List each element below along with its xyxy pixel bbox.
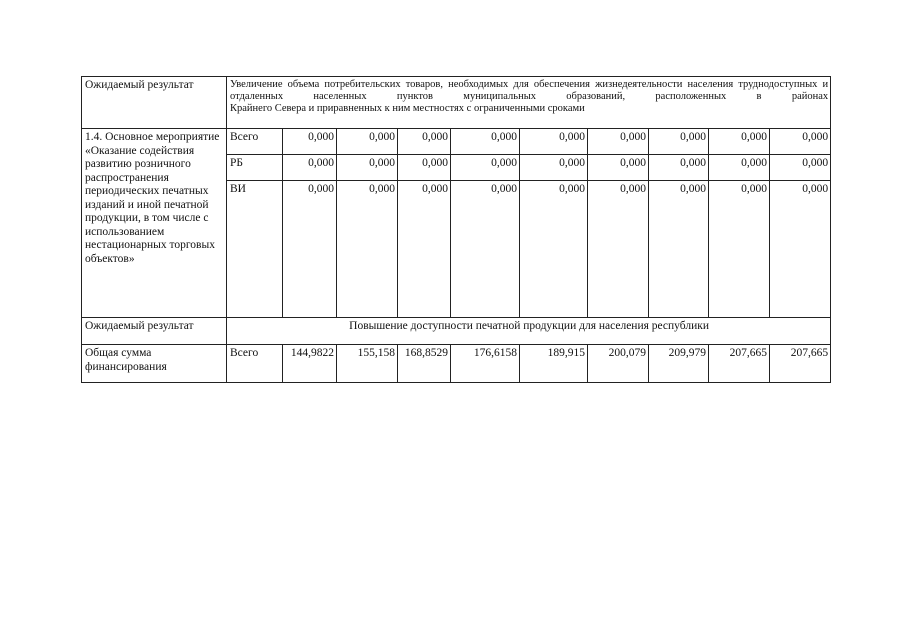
row-label: Ожидаемый результат xyxy=(82,77,227,129)
expected-result-row xyxy=(82,318,831,345)
value-cell: 0,000 xyxy=(649,155,709,181)
value-cell: 0,000 xyxy=(770,181,831,318)
value-cell: 0,000 xyxy=(649,181,709,318)
source-cell: Всего xyxy=(227,345,283,383)
value-cell: 0,000 xyxy=(398,129,451,155)
value-cell: 144,9822 xyxy=(283,345,337,383)
expected-result-line: Увеличение объема потребительских товаров, необходимых для обеспечения жизнедеятельности населения xyxy=(230,79,734,90)
value-cell: 176,6158 xyxy=(451,345,520,383)
row-label: Общая сумма финансирования xyxy=(82,345,227,383)
value-cell: 0,000 xyxy=(337,181,398,318)
value-cell: 0,000 xyxy=(398,155,451,181)
value-cell: 0,000 xyxy=(451,181,520,318)
value-cell: 0,000 xyxy=(520,129,588,155)
value-cell: 200,079 xyxy=(588,345,649,383)
value-cell: 0,000 xyxy=(709,129,770,155)
value-cell: 207,665 xyxy=(770,345,831,383)
measure-label: 1.4. Основное мероприятие «Оказание содействия развитию розничного распространения периодических печатных изданий и иной печатной продукции, в том числе с использованием нестационарных торговых объектов» xyxy=(82,129,227,318)
source-cell: ВИ xyxy=(227,181,283,318)
total-financing-row xyxy=(82,345,831,383)
value-cell: 0,000 xyxy=(770,155,831,181)
source-cell: РБ xyxy=(227,155,283,181)
value-cell: 0,000 xyxy=(520,155,588,181)
value-cell: 207,665 xyxy=(709,345,770,383)
value-cell: 209,979 xyxy=(649,345,709,383)
value-cell: 0,000 xyxy=(520,181,588,318)
value-cell: 189,915 xyxy=(520,345,588,383)
expected-result-row xyxy=(82,77,831,129)
expected-result-text: Повышение доступности печатной продукции для населения республики xyxy=(227,318,831,345)
value-cell: 0,000 xyxy=(709,155,770,181)
value-cell: 0,000 xyxy=(283,129,337,155)
row-label: Ожидаемый результат xyxy=(82,318,227,345)
expected-result-line: Крайнего Севера и приравненных к ним местностях с ограниченными сроками xyxy=(230,103,585,114)
value-cell: 0,000 xyxy=(337,129,398,155)
value-cell: 0,000 xyxy=(398,181,451,318)
financing-table xyxy=(81,76,831,383)
source-cell: Всего xyxy=(227,129,283,155)
value-cell: 0,000 xyxy=(337,155,398,181)
value-cell: 168,8529 xyxy=(398,345,451,383)
value-cell: 0,000 xyxy=(770,129,831,155)
measure-row-total xyxy=(82,129,831,155)
value-cell: 0,000 xyxy=(588,129,649,155)
value-cell: 0,000 xyxy=(588,181,649,318)
value-cell: 0,000 xyxy=(709,181,770,318)
value-cell: 0,000 xyxy=(283,155,337,181)
expected-result-text xyxy=(227,77,831,129)
value-cell: 0,000 xyxy=(451,155,520,181)
value-cell: 0,000 xyxy=(451,129,520,155)
value-cell: 0,000 xyxy=(588,155,649,181)
value-cell: 0,000 xyxy=(649,129,709,155)
expected-result-line: труднодоступных и отдаленных населенных пунктов муниципальных образований, расположенных в районах xyxy=(230,79,829,102)
value-cell: 155,158 xyxy=(337,345,398,383)
value-cell: 0,000 xyxy=(283,181,337,318)
